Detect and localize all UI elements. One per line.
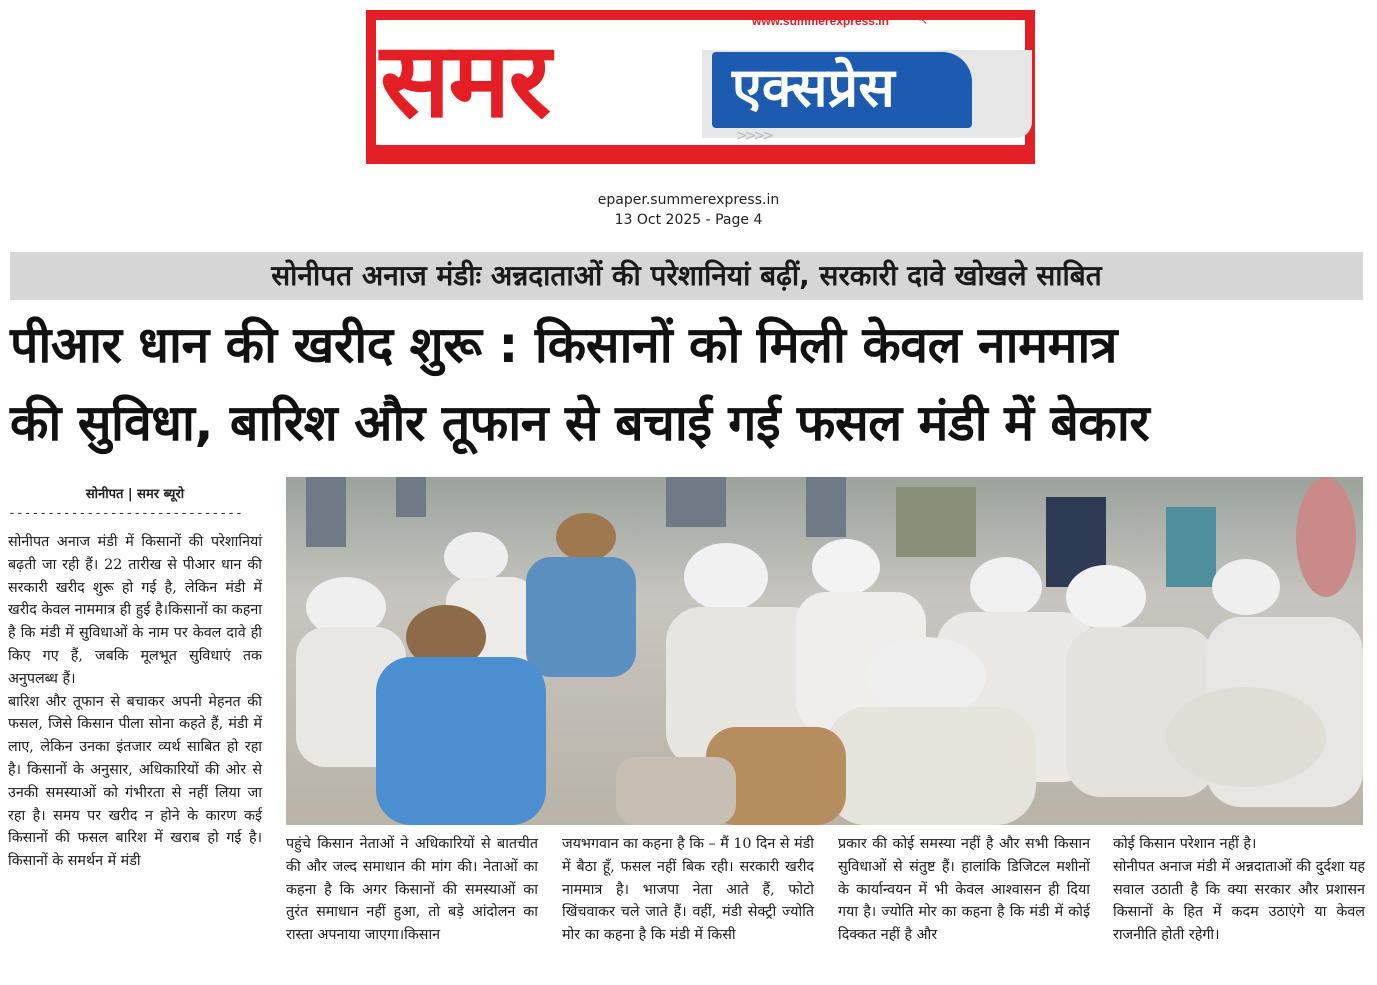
article-column-2: पहुंचे किसान नेताओं ने अधिकारियों से बातचीत की और जल्द समाधान की मांग की। नेताओं का कहना है कि अगर किसानों की समस्याओं का तुरंत समाधान नहीं हुआ, तो बड़े आंदोलन का रास्ता अपनाया जाएगा।किसान	[286, 836, 538, 944]
byline-separator: ------------------------------	[8, 506, 243, 521]
epaper-date-page: 13 Oct 2025 - Page 4	[614, 212, 763, 228]
logo-brand-main: समर	[380, 19, 550, 141]
paragraph: सोनीपत अनाज मंडी में अन्नदाताओं की दुर्दशा यह सवाल उठाती है कि क्या सरकार और प्रशासन किसानों के हित में कदम उठाएंगे या केवल राजनीति होती रहेगी।	[1113, 858, 1365, 944]
headline-line-2: की सुविधा, बारिश और तूफान से बचाई गई फसल मंडी में बेकार	[10, 394, 1150, 452]
paragraph: बारिश और तूफान से बचाकर अपनी मेहनत की फसल, जिसे किसान पीला सोना कहते हैं, मंडी में लाए, लेकिन उनका इंतजार व्यर्थ साबित हो रहा है। किसानों के अनुसार, अधिकारियों की ओर से उनकी समस्याओं को गंभीरता से नहीं लिया जा रहा है। समय पर खरीद न होने के कारण कई किसानों की फसल बारिश में खराब हो गई है।किसानों के समर्थन में मंडी	[8, 693, 262, 870]
article-column-5	[1113, 833, 1365, 947]
logo-website: www.summerexpress.in	[752, 14, 889, 28]
article-headline	[10, 306, 1367, 462]
article-kicker: सोनीपत अनाज मंडीः अन्नदाताओं की परेशानियां बढ़ीं, सरकारी दावे खोखले साबित	[271, 259, 1102, 292]
cursor-arrow-icon: ↖	[918, 13, 929, 27]
epaper-site: epaper.summerexpress.in	[597, 192, 780, 208]
paragraph: कोई किसान परेशान नहीं है।	[1113, 836, 1257, 852]
byline: सोनीपत | समर ब्यूरो	[85, 487, 185, 502]
article-column-3: जयभगवान का कहना है कि – मैं 10 दिन से मंडी में बैठा हूँ, फसल नहीं बिक रही। सरकारी खरीद नाममात्र है। भाजपा नेता आते हैं, फोटो खिंचवाकर चले जाते हैं। वहीं, मंडी सेक्ट्री ज्योति मोर का कहना है कि मंडी में किसी	[562, 836, 814, 944]
article-kicker-band	[10, 252, 1363, 300]
logo-brand-sub: एक्सप्रेस	[732, 56, 895, 119]
logo-brand-sub-box	[712, 52, 972, 128]
logo-bottom-bar	[366, 150, 1035, 164]
chevron-decoration-icon: >>>>	[736, 128, 771, 144]
article-column-4: प्रकार की कोई समस्या नहीं है और सभी किसान सुविधाओं से संतुष्ट हैं। हालांकि डिजिटल मशीनों के कार्यान्वयन में भी केवल आश्वासन ही दिया गया है। ज्योति मोर का कहना है कि मंडी में कोई दिक्कत नहीं है और	[838, 836, 1090, 944]
paragraph: सोनीपत अनाज मंडी में किसानों की परेशानियां बढ़ती जा रही हैं। 22 तारीख से पीआर धान की सरकारी खरीद शुरू हो गई है, लेकिन मंडी में खरीद केवल नाममात्र ही हुई है।किसानों का कहना है कि मंडी में सुविधाओं के नाम पर केवल दावे ही किए गए हैं, जबकि मूलभूत सुविधाएं तक अनुपलब्ध हैं।	[8, 534, 262, 687]
headline-line-1: पीआर धान की खरीद शुरू : किसानों को मिली केवल नाममात्र	[10, 316, 1117, 374]
news-photo	[286, 477, 1363, 825]
masthead-logo	[366, 10, 1035, 174]
article-column-1	[8, 531, 262, 873]
